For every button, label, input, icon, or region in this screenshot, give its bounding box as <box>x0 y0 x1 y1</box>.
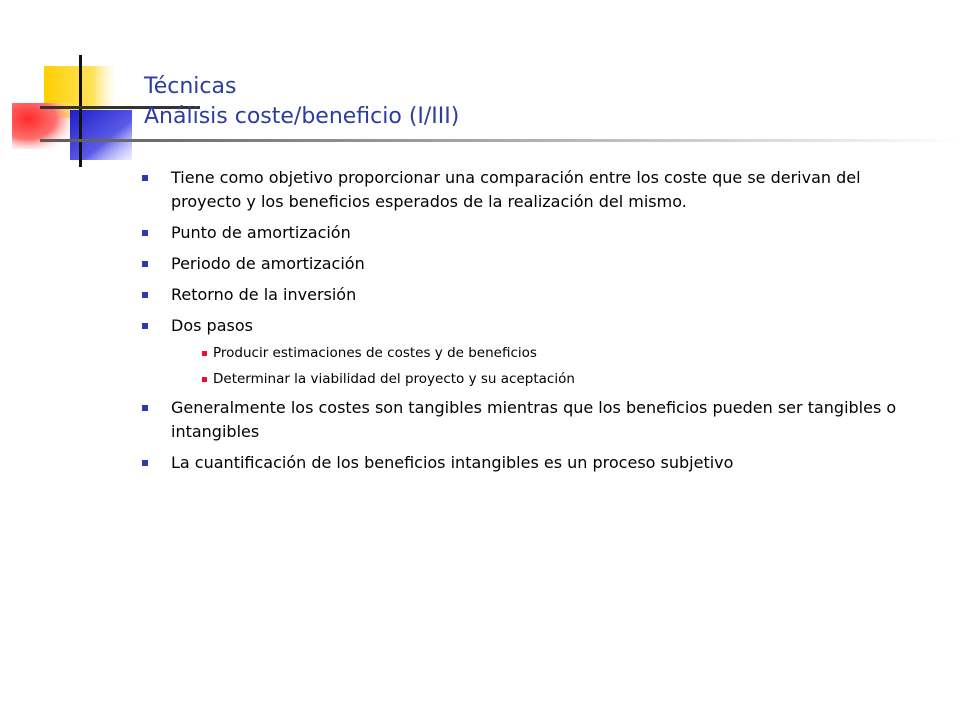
bullet-square-icon <box>142 175 148 181</box>
bullet-square-icon <box>142 261 148 267</box>
bullet-square-icon <box>142 292 148 298</box>
bullet-item <box>140 283 920 307</box>
sub-bullet-text: Producir estimaciones de costes y de beneficios <box>213 345 537 361</box>
sub-bullet-square-icon <box>202 351 207 356</box>
sub-bullet-list <box>171 343 920 389</box>
bullet-item <box>140 252 920 276</box>
bullet-text: Retorno de la inversión <box>171 285 357 304</box>
bullet-square-icon <box>142 230 148 236</box>
bullet-item <box>140 396 920 444</box>
bullet-text: Periodo de amortización <box>171 254 365 273</box>
bullet-square-icon <box>142 323 148 329</box>
red-square <box>12 103 76 149</box>
bullet-text: Punto de amortización <box>171 223 351 242</box>
title-line-2: Análisis coste/beneficio (I/III) <box>144 104 460 129</box>
sub-bullet-item <box>171 369 920 389</box>
bullet-square-icon <box>142 460 148 466</box>
bullet-item <box>140 166 920 214</box>
sub-bullet-square-icon <box>202 377 207 382</box>
bullet-item <box>140 451 920 475</box>
title-line-1: Técnicas <box>144 74 237 99</box>
bullet-list <box>140 166 920 475</box>
slide-title <box>144 72 944 132</box>
bullet-square-icon <box>142 405 148 411</box>
title-underline <box>40 139 960 142</box>
bullet-item <box>140 221 920 245</box>
vertical-line <box>79 55 82 167</box>
bullet-text: La cuantificación de los beneficios intangibles es un proceso subjetivo <box>171 453 734 472</box>
sub-bullet-text: Determinar la viabilidad del proyecto y su aceptación <box>213 371 575 387</box>
bullet-text: Generalmente los costes son tangibles mientras que los beneficios pueden ser tangibles o intangibles <box>171 398 897 441</box>
bullet-text: Dos pasos <box>171 316 253 335</box>
bullet-item <box>140 314 920 389</box>
sub-bullet-item <box>171 343 920 363</box>
slide-content <box>140 166 920 482</box>
bullet-text: Tiene como objetivo proporcionar una comparación entre los coste que se derivan del proyecto y los beneficios esperados de la realización del mismo. <box>171 168 861 211</box>
